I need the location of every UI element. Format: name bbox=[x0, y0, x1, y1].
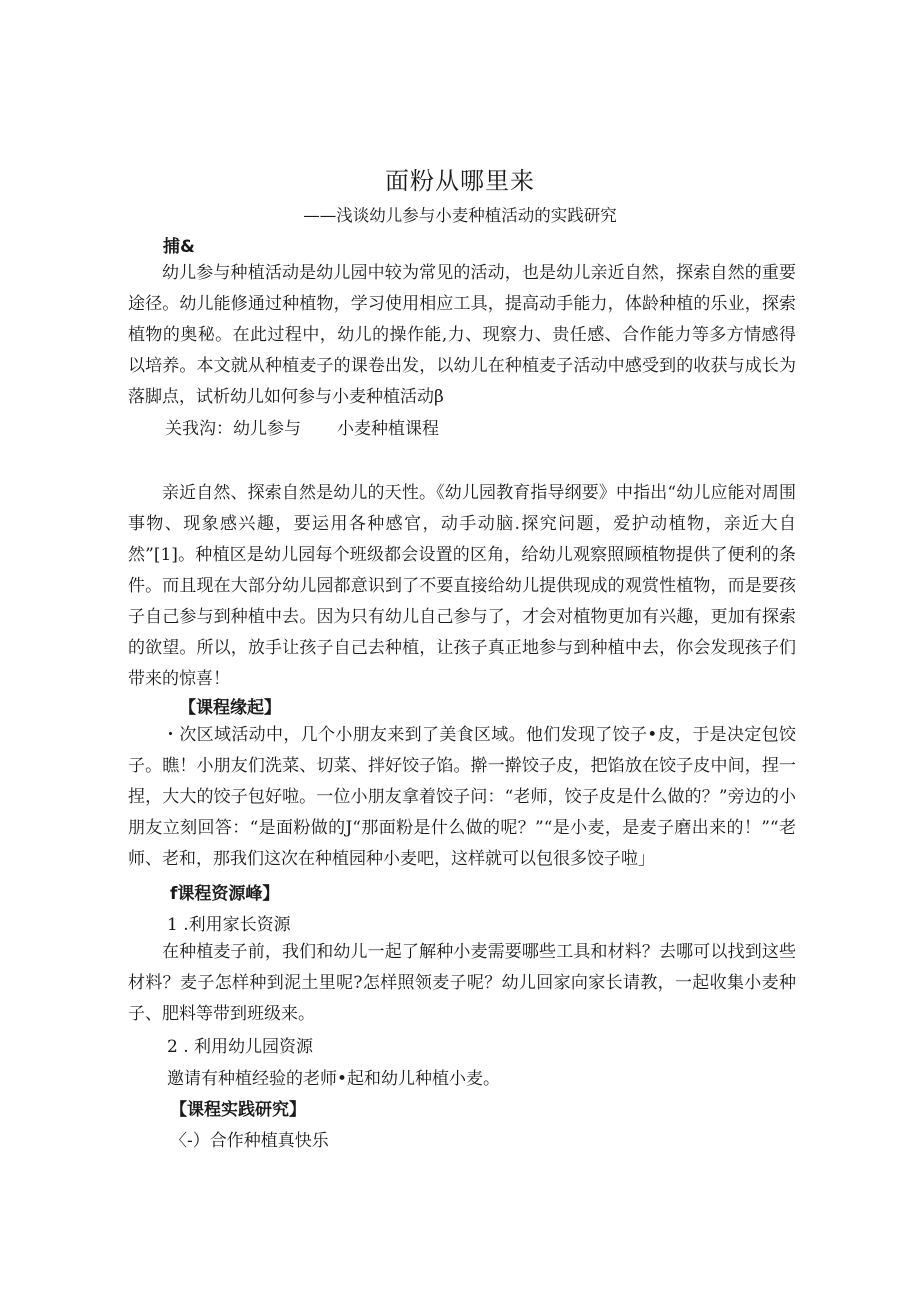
resource-item-1-label: 1 .利用家长资源 bbox=[167, 915, 291, 935]
page-title: 面粉从哪里来 bbox=[385, 167, 535, 195]
section-heading-origin: 【课程缘起】 bbox=[179, 698, 281, 718]
keywords-line bbox=[165, 414, 439, 439]
resource-item-2-label: 2 . 利用幼儿园资源 bbox=[167, 1037, 314, 1057]
resource-item-1-paragraph: 在种植麦子前，我们和幼儿一起了解种小麦需要哪些工具和材料？去哪可以找到这些材料？麦子怎样种到泥土里呢?怎样照领麦子呢？幼儿回家向家长请教，一起收集小麦种子、肥料等带到班级来。 bbox=[128, 942, 796, 1024]
section-heading-resources: f课程资源峰】 bbox=[170, 884, 280, 904]
intro-paragraph: 亲近自然、探索自然是幼儿的天性。《幼儿园教育指导纲要》中指出“幼儿应能对周围事物、现象感兴趣，要运用各种感官，动手动脑.探究问题，爱护动植物，亲近大自然”[1]。种植区是幼儿园每个班级都会设置的区角，给幼儿观察照顾植物提供了便利的条件。而且现在大部分幼儿园都意识到了不要直接给幼儿提供现成的观赏性植物，而是要孩子自己参与到种植中去。因为只有幼儿自己参与了，才会对植物更加有兴趣，更加有探索的欲望。所以，放手让孩子自己去种植，让孩子真正地参与到种植中去，你会发现孩子们带来的惊喜！ bbox=[128, 483, 796, 689]
section-heading-practice: 【课程实践研究】 bbox=[170, 1100, 306, 1120]
resource-item-2-paragraph: 邀请有种植经验的老师•起和幼儿种植小麦。 bbox=[167, 1069, 501, 1089]
page-subtitle: ——浅谈幼儿参与小麦种植活动的实践研究 bbox=[303, 206, 617, 225]
keywords-label: 关我沟：幼儿参与 bbox=[165, 419, 301, 439]
keywords-rest: 小麦种植课程 bbox=[337, 419, 439, 439]
abstract-heading: 捕& bbox=[163, 237, 195, 257]
abstract-paragraph: 幼儿参与种植活动是幼儿园中较为常见的活动，也是幼儿亲近自然，探索自然的重要途径。幼儿能修通过种植物，学习使用相应工具，提高动手能力，体龄种植的乐业，探索植物的奥秘。在此过程中，幼儿的操作能,力、现察力、贵任感、合作能力等多方情感得以培养。本文就从种植麦子的课卷出发，以幼儿在种植麦子活动中感受到的收获与成长为落脚点，试析幼儿如何参与小麦种植活动β bbox=[128, 263, 796, 407]
origin-paragraph: ・次区域活动中，几个小朋友来到了美食区域。他们发现了饺子•皮，于是决定包饺子。瞧！小朋友们洗菜、切菜、拌好饺子馅。擀一擀饺子皮，把馅放在饺子皮中间，捏一捏，大大的饺子包好啦。一位小朋友拿着饺子问：“老师，饺子皮是什么做的？”旁边的小朋友立刻回答：“是面粉做的J“那面粉是什么做的呢？”“是小麦，是麦子磨出来的！”“老师、老和，那我们这次在种植园种小麦吧，这样就可以包很多饺子啦」 bbox=[128, 725, 796, 869]
practice-subheading-1: 〈-）合作种植真快乐 bbox=[170, 1131, 329, 1151]
